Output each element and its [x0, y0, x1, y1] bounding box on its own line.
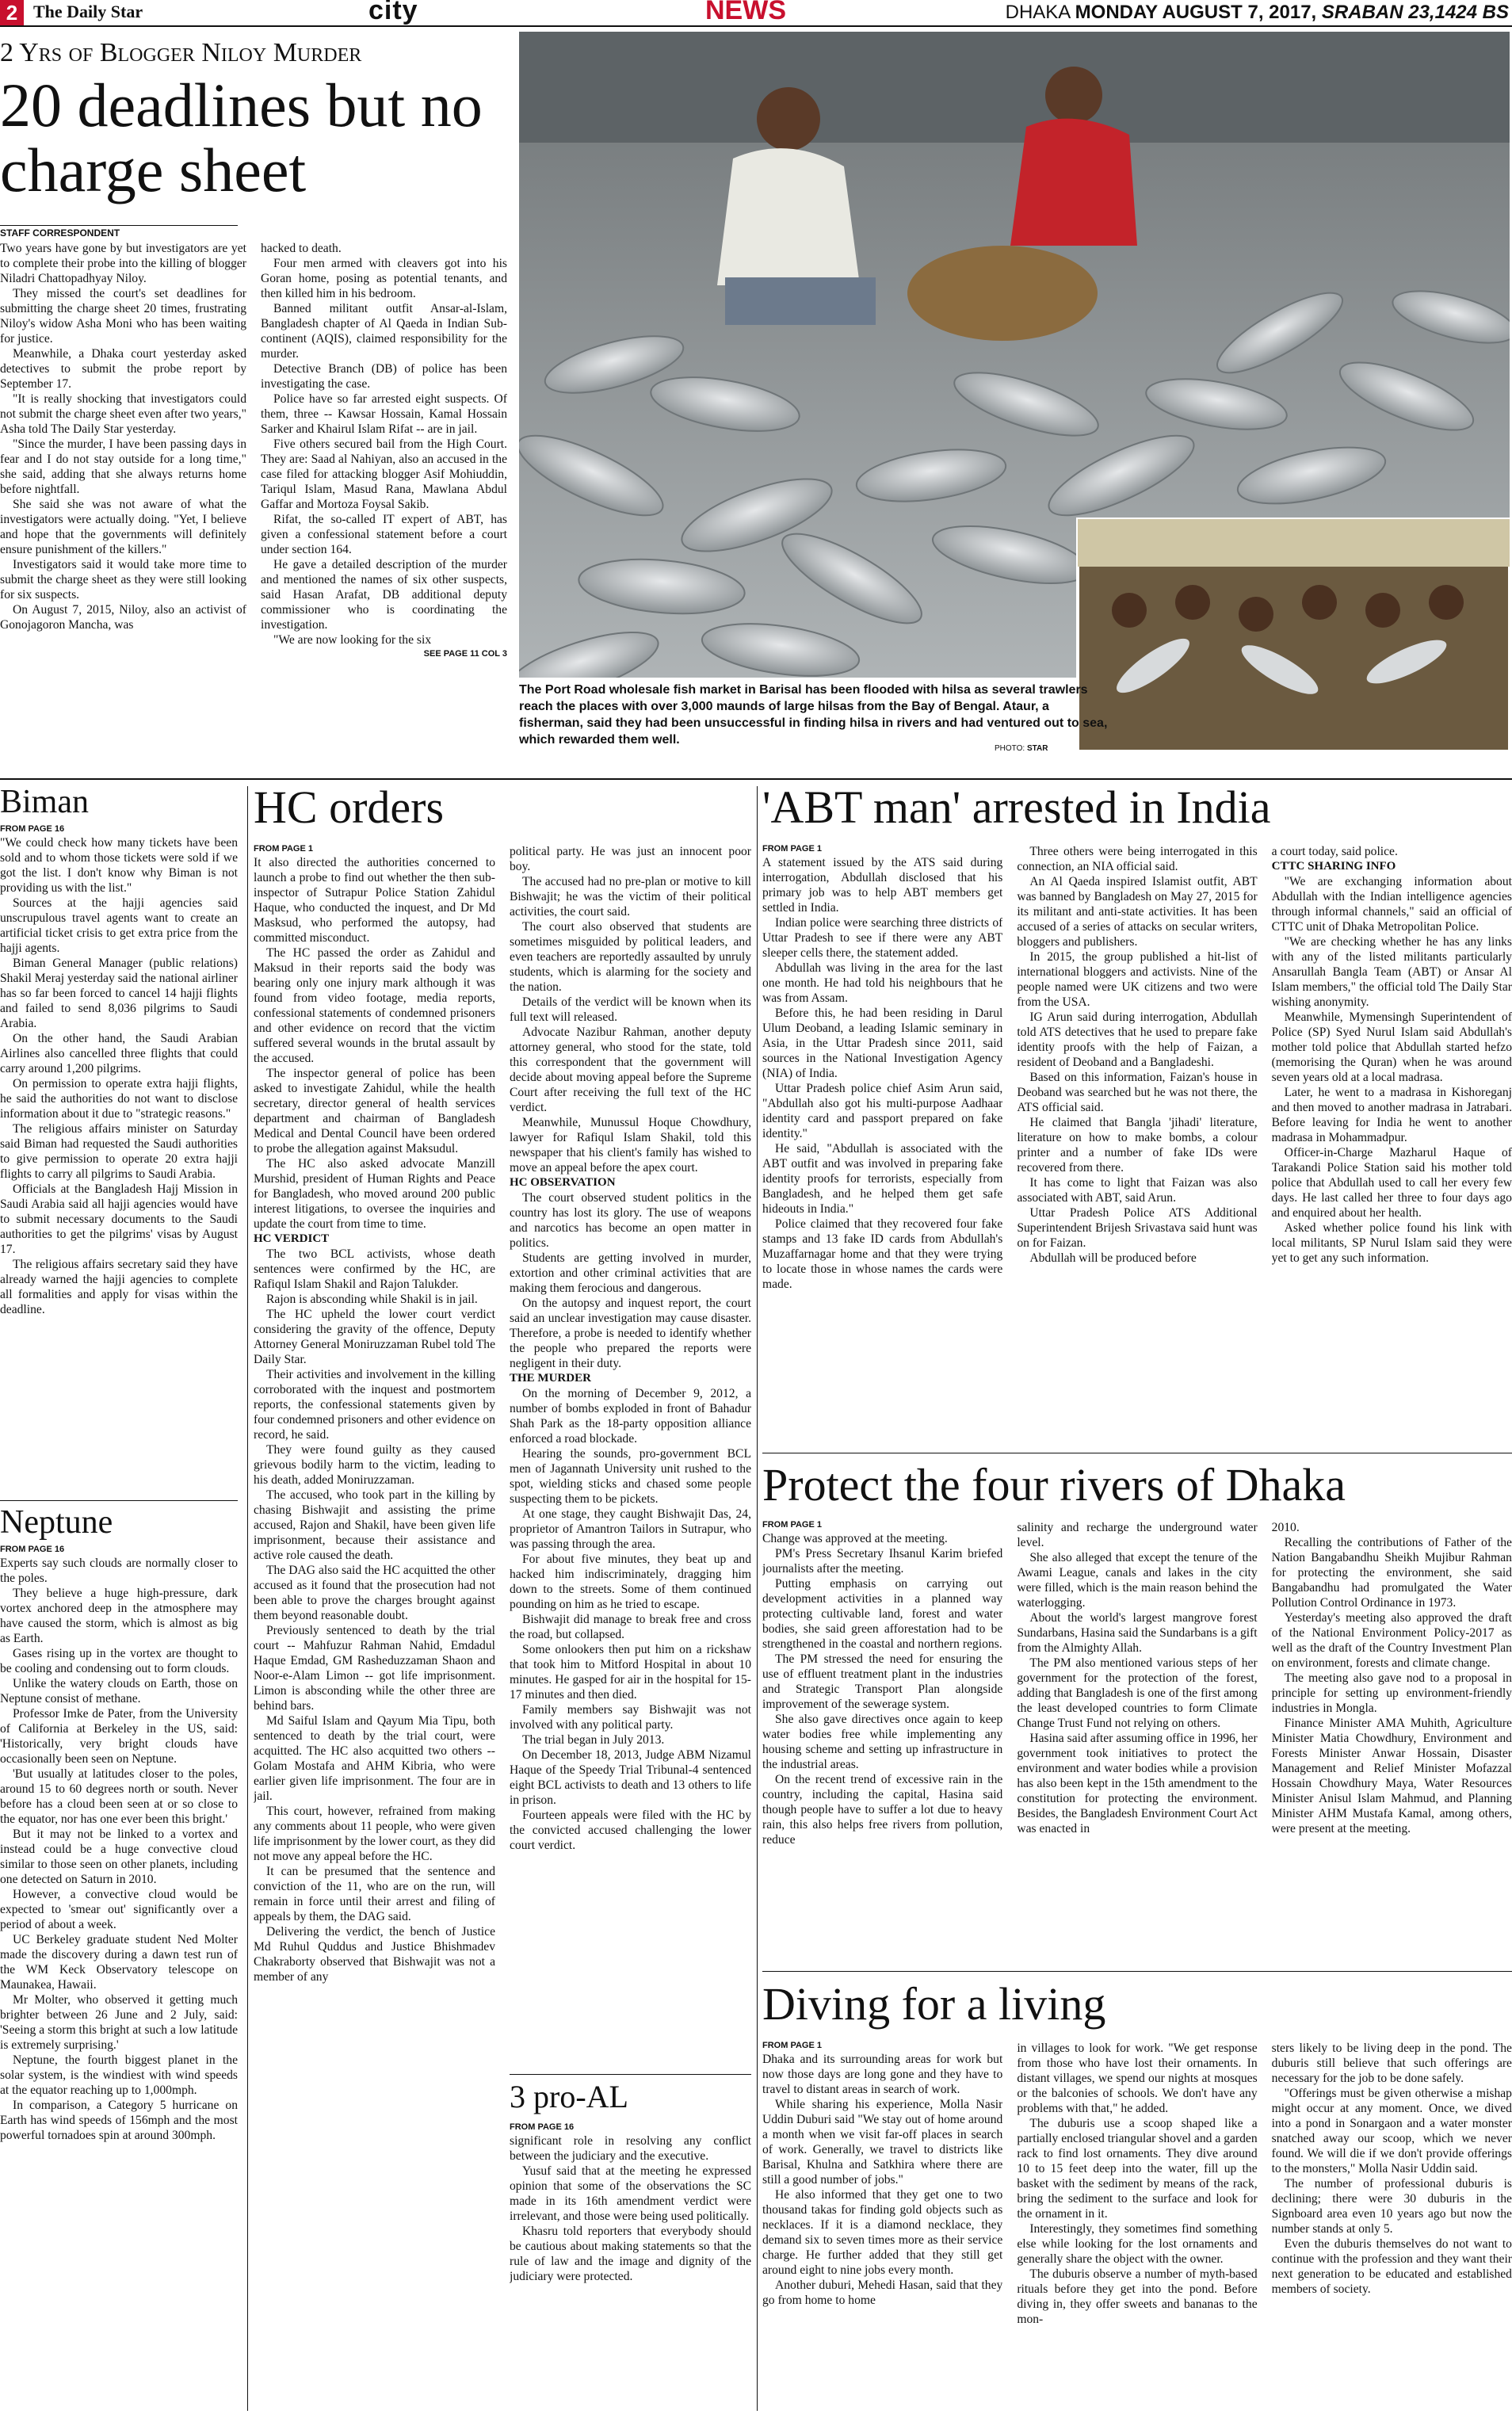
dateline-city: DHAKA: [1005, 2, 1070, 23]
paragraph: Mr Molter, who observed it getting much brighter between 26 June and 2 July, said: 'Seeing a storm this bright at such a low latitude is extremely surprising.': [0, 1993, 238, 2052]
paragraph: 2010.: [1271, 1521, 1300, 1534]
abt-col-3: [1272, 844, 1512, 1446]
paragraph: It also directed the authorities concerned to launch a probe to find out whether the then sub-inspector of Sutrapur Police Station Zahidul Haque, who conducted the inquest, and Dr Md Masksud, who performed the autopsy, had committed misconduct.: [254, 856, 495, 945]
paragraph: Abdullah was living in the area for the last one month. He had told his neighbours that he was from Assam.: [762, 961, 1003, 1005]
dateline-bangla-date: SRABAN 23,1424 BS: [1321, 2, 1509, 23]
paragraph: He gave a detailed description of the murder and mentioned the names of six other suspects, said Hasan Arafat, DB additional deputy commissioner who is coordinating the investigation.: [261, 558, 507, 632]
paragraph: They missed the court's set deadlines for submitting the charge sheet 20 times, frustrating Niloy's widow Asha Moni who has been waiting for justice.: [0, 287, 246, 346]
paragraph: They believe a huge high-pressure, dark vortex anchored deep in the atmosphere may have caused the storm, which is almost as big as Earth.: [0, 1587, 238, 1645]
page-number: 2: [0, 0, 24, 25]
diving-from: FROM PAGE 1: [762, 2041, 822, 2050]
paragraph: It can be presumed that the sentence and conviction of the 11, who are on the run, will remain in force until their arrest and filing of appeals by them, the DAG said.: [254, 1865, 495, 1923]
paragraph: Police have so far arrested eight suspects. Of them, three -- Kawsar Hossain, Kamal Hossain Sarker and Khairul Islam Rifat -- are in jail.: [261, 392, 507, 436]
paragraph: Five others secured bail from the High Court. They are: Saad al Nahiyan, also an accused in the case filed for attacking blogger Asif Mohiuddin, Tariqul Islam, Masud Rana, Mawlana Abdul Gaffar and Mortoza Foysal Sakib.: [261, 437, 507, 511]
paragraph: In comparison, a Category 5 hurricane on Earth has wind speeds of 156mph and the most powerful tornadoes spin at around 300mph.: [0, 2099, 238, 2142]
paragraph: Dhaka and its surrounding areas for work but now those days are long gone and they have to travel to distant areas in search of work.: [762, 2053, 1003, 2096]
paragraph: Family members say Bishwajit was not involved with any political party.: [510, 1703, 751, 1732]
paragraph: Indian police were searching three districts of Uttar Pradesh to see if there were any ABT sleeper cells there, the statement added.: [762, 916, 1003, 960]
dateline: [1006, 2, 1509, 24]
paragraph: The two BCL activists, whose death sentences were confirmed by the HC, are Rafiqul Islam Shakil and Rajon Talukder.: [254, 1247, 495, 1291]
photo-credit-source: STAR: [1026, 744, 1048, 753]
paragraph: 'But usually at latitudes closer to the poles, around 15 to 60 degrees north or south. Never before has a cloud been seen at or so close to the equator, nor has one ever been this bright.': [0, 1767, 238, 1826]
paragraph: He also informed that they get one to two thousand takas for finding gold objects such as necklaces. If it is a diamond necklace, they demand six to seven times more as their service charge. He further added that they still get around eight to nine jobs every month.: [762, 2188, 1003, 2277]
paragraph: Delivering the verdict, the bench of Justice Md Ruhul Quddus and Justice Bhishmadev Chakraborty observed that Bishwajit was not a member of any: [254, 1925, 495, 1984]
paragraph: hacked to death.: [261, 242, 342, 255]
pro-al-from: FROM PAGE 16: [510, 2122, 575, 2132]
neptune-headline: Neptune: [0, 1504, 113, 1541]
diving-col-1: [762, 2041, 1002, 2409]
paragraph: The religious affairs minister on Saturday said Biman had requested the Saudi authorities to give permission to operate 20 extra hajji flights to carry all pilgrims to Saudi Arabia.: [0, 1122, 238, 1181]
section-divider: [0, 778, 1512, 780]
paragraph: Recalling the contributions of Father of the Nation Bangabandhu Sheikh Mujibur Rahman for protecting the environment, she said Bangabandhu had promulgated the Water Pollution Control Ordinance in 1973.: [1271, 1536, 1512, 1610]
hc-murder-subhead: THE MURDER: [510, 1372, 591, 1385]
biman-from: FROM PAGE 16: [0, 824, 65, 834]
paragraph: The number of professional duburis is declining; there were 30 duburis in the Signboard area even 10 years ago but now the number stands at only 5.: [1271, 2177, 1512, 2236]
lead-body: [0, 241, 507, 756]
paragraph: The PM also mentioned various steps of her government for the protection of the forest, adding that Bangladesh is one of the first among the least developed countries to form Climate Change Trust Fund not relying on others.: [1017, 1656, 1258, 1730]
paragraph: The PM stressed the need for ensuring the use of effluent treatment plant in the industries and Strategic Transport Plan alongside improvement of the sewerage system.: [762, 1652, 1003, 1711]
paragraph: The HC also asked advocate Manzill Murshid, president of Human Rights and Peace for Bangladesh, who moved around 200 public interest litigations, to oversee the inquiries and update the court from time to time.: [254, 1157, 495, 1231]
paragraph: Unlike the watery clouds on Earth, those on Neptune consist of methane.: [0, 1677, 238, 1705]
paragraph: "We are exchanging information about Abdullah with the Indian intelligence agencies through informal channels," said an official of CTTC unit of Dhaka Metropolitan Police.: [1271, 875, 1512, 934]
neptune-body: [0, 1545, 238, 2408]
paragraph: At one stage, they caught Bishwajit Das, 24, proprietor of Amantron Tailors in Sutrapur, who was passing through the area.: [510, 1507, 751, 1551]
paragraph: Two years have gone by but investigators are yet to complete their probe into the killing of blogger Niladri Chattopadhyay Niloy.: [0, 242, 246, 285]
paragraph: They were found guilty as they caused grievous bodily harm to the victim, leading to his death, added Moniruzzaman.: [254, 1443, 495, 1487]
paragraph: IG Arun said during interrogation, Abdullah told ATS detectives that he used to prepare fake identity proofs with the help of Faizan, a resident of Deoband and a Bangladeshi.: [1017, 1010, 1258, 1069]
paragraph: An Al Qaeda inspired Islamist outfit, ABT was banned by Bangladesh on May 27, 2015 for its militant and anti-state activities. It has been accused of a series of attacks on secular writers, bloggers and publishers.: [1017, 875, 1258, 949]
photo-illustration: [519, 32, 1510, 751]
paragraph: The trial began in July 2013.: [522, 1733, 665, 1747]
paragraph: Uttar Pradesh Police ATS Additional Superintendent Brijesh Srivastava said hunt was on for Faizan.: [1017, 1206, 1258, 1250]
paragraph: But it may not be linked to a vortex and instead could be a huge convective cloud similar to those seen on other planets, including one detected on Saturn in 2010.: [0, 1828, 238, 1886]
paragraph: UC Berkeley graduate student Ned Molter made the discovery during a dawn test run of the WM Keck Observatory telescope on Maunakea, Hawaii.: [0, 1933, 238, 1992]
lead-col-1: [0, 241, 246, 756]
column-rule: [247, 786, 248, 2411]
abt-headline: 'ABT man' arrested in India: [762, 781, 1271, 833]
paragraph: Sources at the hajji agencies said unscrupulous travel agents want to create an artificial ticket crisis to get extra price from the hajji agents.: [0, 896, 238, 955]
hc-col-2: [510, 844, 751, 2068]
lead-jump: SEE PAGE 11 COL 3: [423, 649, 507, 659]
paragraph: Finance Minister AMA Muhith, Agriculture Minister Matia Chowdhury, Environment and Forests Minister Anwar Hossain, Disaster Management and Relief Minister Mofazzal Hossain Chowdhury Maya, Water Resources Minister Anisul Islam Mahmud, and Planning Minister AHM Mustafa Kamal, among others, were present at the meeting.: [1271, 1717, 1512, 1835]
rivers-body: [762, 1520, 1512, 1964]
paragraph: Yesterday's meeting also approved the draft of the National Environment Policy-2017 as well as the draft of the Country Investment Plan on environment, forests and climate change.: [1271, 1611, 1512, 1670]
paragraph: While sharing his experience, Molla Nasir Uddin Duburi said "We stay out of home around a month when we visit far-off places in search of work. Generally, we travel to districts like Barisal, Khulna and Satkhira where there are still a good number of jobs.": [762, 2098, 1003, 2187]
paragraph: Advocate Nazibur Rahman, another deputy attorney general, who stood for the state, told this correspondent that the government will decide about moving appeal before the Supreme Court after receiving the full text of the HC verdict.: [510, 1026, 751, 1114]
paragraph: The HC passed the order as Zahidul and Maksud in their reports said the body was bearing only one injury mark although it was found from video footage, media reports, confessional statements of condemned prisoners and other evidence on record that the victim suffered several wounds in the brutal assault by the accused.: [254, 946, 495, 1065]
lead-byline: STAFF CORRESPONDENT: [0, 225, 238, 239]
paragraph: On the recent trend of excessive rain in the country, including the capital, Hasina said though people have to suffer a lot due to heavy rain, this also helps free rivers from pollution, reduce: [762, 1773, 1003, 1847]
photo-credit: [995, 744, 1048, 753]
abt-col-1: [762, 844, 1002, 1446]
dateline-date: MONDAY AUGUST 7, 2017,: [1075, 2, 1317, 23]
hc-headline: HC orders: [254, 781, 445, 833]
paragraph: Professor Imke de Pater, from the University of California at Berkeley in the US, said: 'Historically, very bright clouds have occasionally been seen on Neptune.: [0, 1707, 238, 1766]
paragraph: The accused, who took part in the killing by chasing Bishwajit and assisting the prime accused, Rajon and Shakil, have been given life imprisonment, because their assistance and active role caused the death.: [254, 1488, 495, 1562]
paragraph: On the other hand, the Saudi Arabian Airlines also cancelled three flights that could carry around 1,200 pilgrims.: [0, 1032, 238, 1075]
biman-headline: Biman: [0, 784, 89, 820]
paragraph: On August 7, 2015, Niloy, also an activist of Gonojagoron Mancha, was: [0, 603, 246, 632]
paragraph: Interestingly, they sometimes find something else while looking for the lost ornaments and generally share the object with the owner.: [1017, 2222, 1258, 2266]
hc-observation-subhead: HC OBSERVATION: [510, 1176, 616, 1189]
paragraph: In 2015, the group published a hit-list of international bloggers and activists. Nine of the people named were UK citizens and two were from the USA.: [1017, 950, 1258, 1009]
photo-caption: The Port Road wholesale fish market in Barisal has been flooded with hilsa as several trawlers reach the places with over 3,000 maunds of large hilsas from the Bay of Bengal. Ataur, a fisherman, said they had been unsuccessful in finding hilsa in rivers and had ventured out to sea, which rewarded them well.: [519, 683, 1108, 747]
paragraph: For about five minutes, they beat up and hacked him indiscriminately, dragging him down to the streets. Some of them continued pounding on him as he tried to escape.: [510, 1553, 751, 1611]
paragraph: Three others were being interrogated in this connection, an NIA official said.: [1017, 845, 1258, 873]
paragraph: Meanwhile, Munussul Hoque Chowdhury, lawyer for Rafiqul Islam Shakil, told this newspaper that his client's family has wished to move an appeal before the apex court.: [510, 1116, 751, 1175]
diving-headline: Diving for a living: [762, 1978, 1106, 2030]
paragraph: On permission to operate extra hajji flights, he said the authorities do not want to disclose information about it due to "strategic reasons.": [0, 1077, 238, 1121]
paragraph: Before this, he had been residing in Darul Ulum Deoband, a leading Islamic seminary in Asia, in the Uttar Pradesh since 2011, said sources in the National Investigation Agency (NIA) of India.: [762, 1006, 1003, 1080]
paragraph: Officer-in-Charge Mazharul Haque of Tarakandi Police Station said his mother told police that Abdullah used to call her every few days. He last called her three to four days ago and enquired about her health.: [1271, 1146, 1512, 1220]
paragraph: The DAG also said the HC acquitted the other accused as it found that the prosecution had not been able to prove the charges brought against them beyond reasonable doubt.: [254, 1564, 495, 1622]
paragraph: Khasru told reporters that everybody should be cautious about making statements so that the rule of law and the image and dignity of the judiciary were protected.: [510, 2225, 751, 2283]
paragraph: However, a convective cloud would be expected to 'smear out' significantly over a period of about a week.: [0, 1888, 238, 1931]
paragraph: It has come to light that Faizan was also associated with ABT, said Arun.: [1017, 1176, 1258, 1205]
paragraph: Putting emphasis on carrying out development activities in a planned way protecting cultivable land, forest and water bodies, she said green afforestation had to be strengthened in the coastal and northern regions.: [762, 1577, 1003, 1651]
paragraph: He claimed that Bangla 'jihadi' literature, literature on how to make bombs, a colour printer and a number of fake IDs were recovered from there.: [1017, 1116, 1258, 1175]
paragraph: in villages to look for work. "We get response from those who have lost their ornaments. In distant villages, we spend our nights at mosques or the balconies of schools. We don't have any problems with that," he added.: [1017, 2042, 1258, 2115]
paragraph: Experts say such clouds are normally closer to the poles.: [0, 1556, 238, 1585]
category-name: NEWS: [705, 0, 786, 25]
hc-verdict-subhead: HC VERDICT: [254, 1232, 330, 1245]
paragraph: He said, "Abdullah is associated with the ABT outfit and was involved in preparing fake identity proofs for terrorists, especially from Bangladesh, and he helped them get safe hideouts in India.": [762, 1142, 1003, 1216]
paragraph: "Since the murder, I have been passing days in fear and I do not stay outside for a long time," she said, adding that she always returns home before nightfall.: [0, 437, 246, 496]
paragraph: Md Saiful Islam and Qayum Mia Tipu, both sentenced to death by the trial court, were acquitted. The HC also acquitted two others -- Golam Mostafa and AHM Kibria, who were earlier given life imprisonment. The four are in jail.: [254, 1714, 495, 1803]
paragraph: Four men armed with cleavers got into his Goran home, posing as potential tenants, and then killed him in his bedroom.: [261, 257, 507, 300]
paragraph: The court also observed that students are sometimes misguided by political leaders, and even teachers are reportedly assaulted by unruly students, which is alarming for the society and the nation.: [510, 920, 751, 994]
paragraph: significant role in resolving any conflict between the judiciary and the executive.: [510, 2134, 751, 2163]
paragraph: "We are checking whether he has any links with any of the listed militants particularly Ansarullah Bangla Team (ABT) or Ansar Al Islam members," the official told The Daily Star wishing anonymity.: [1271, 935, 1512, 1009]
paragraph: The duburis use a scoop shaped like a partially enclosed triangular shovel and a garden rack to find lost ornaments. They dive around 10 to 15 feet deep into the water, fill up the basket with the sediment by means of the rack, bring the sediment to the surface and look for the ornament in it.: [1017, 2117, 1258, 2221]
paragraph: Some onlookers then put him on a rickshaw that took him to Mitford Hospital in about 10 minutes. He gasped for air in the hospital for 15-17 minutes and then died.: [510, 1643, 751, 1702]
photo-credit-label: PHOTO:: [995, 744, 1025, 753]
paragraph: Their activities and involvement in the killing corroborated with the inquest and postmortem reports, the confessional statements given by four condemned prisoners and other evidence on record, he said.: [254, 1368, 495, 1442]
paragraph: Meanwhile, Mymensingh Superintendent of Police (SP) Syed Nurul Islam said Abdullah's mother told police that Abdullah started hefzo (memorising the Quran) when he was around seven years old at a local madrasa.: [1271, 1010, 1512, 1084]
paragraph: The meeting also gave nod to a proposal in principle for setting up environment-friendly industries in Mongla.: [1271, 1671, 1512, 1715]
paragraph: "We could check how many tickets have been sold and to whom those tickets were sold if we got the list. I don't know why Biman is not providing us with the list.": [0, 836, 238, 895]
paragraph: Yusuf said that at the meeting he expressed opinion that some of the observations the SC made in its 16th amendment verdict were irrelevant, and those were being used politically.: [510, 2164, 751, 2223]
pro-al-headline: 3 pro-AL: [510, 2079, 628, 2114]
paragraph: She also alleged that except the tenure of the Awami League, canals and lakes in the city were filled, which is the main reason behind the waterlogging.: [1017, 1551, 1258, 1610]
paragraph: Detective Branch (DB) of police has been investigating the case.: [261, 362, 507, 391]
paragraph: Hearing the sounds, pro-government BCL men of Jagannath University unit rushed to the spot, wielding sticks and chased some people suspecting them to be pickets.: [510, 1447, 751, 1506]
paragraph: Change was approved at the meeting.: [762, 1532, 948, 1545]
paragraph: Biman General Manager (public relations) Shakil Meraj yesterday said the national airliner has so far been forced to cancel 14 hajji flights and failed to send 8,036 pilgrims to Saudi Arabia.: [0, 957, 238, 1030]
hc-col-1: [254, 844, 495, 2409]
lead-col-2: [261, 241, 507, 756]
rivers-from: FROM PAGE 1: [762, 1520, 822, 1530]
abt-cttc-subhead: CTTC SHARING INFO: [1271, 860, 1396, 873]
paragraph: a court today, said police.: [1271, 845, 1398, 858]
paragraph: The duburis observe a number of myth-based rituals before they get into the pond. Before diving in, they offer sweets and bananas to the mon-: [1017, 2267, 1258, 2326]
biman-divider: [0, 1500, 238, 1501]
paragraph: Even the duburis themselves do not want to continue with the profession and they want their next generation to be educated and established members of society.: [1271, 2237, 1512, 2296]
paragraph: Police claimed that they recovered four fake stamps and 13 fake ID cards from Abdullah's Muzaffarnagar home and that they were trying to locate those in whose names the cards were made.: [762, 1217, 1003, 1291]
paragraph: About the world's largest mangrove forest Sundarbans, Hasina said the Sundarbans is a gift from the Almighty Allah.: [1017, 1611, 1258, 1655]
paragraph: "It is really shocking that investigators could not submit the charge sheet even after two years," Asha told The Daily Star yesterday.: [0, 392, 246, 436]
paragraph: Banned militant outfit Ansar-al-Islam, Bangladesh chapter of Al Qaeda in Indian Sub-continent (AQIS), claimed responsibility for the murder.: [261, 302, 507, 361]
diving-divider: [762, 1971, 1512, 1972]
paragraph: Officials at the Bangladesh Hajj Mission in Saudi Arabia said all hajji agencies would have to submit necessary documents to the Saudi authorities to get the pilgrims' visas by August 17.: [0, 1182, 238, 1256]
hc-from: FROM PAGE 1: [254, 844, 313, 854]
diving-col-2: [1017, 2041, 1257, 2409]
pro-al-body: [510, 2122, 751, 2409]
paragraph: political party. He was just an innocent poor boy.: [510, 845, 751, 873]
paragraph: Based on this information, Faizan's house in Deoband was searched but he was not there, the ATS official said.: [1017, 1071, 1258, 1114]
rivers-col-3: [1272, 1520, 1512, 1964]
paragraph: "Offerings must be given otherwise a mishap might occur at any moment. Once, we dived into a pond in Sonargaon and a water monster snatched away our scoop, which we never found. We will die if we don't provide offerings to the monsters," Molla Nasir Uddin said.: [1271, 2087, 1512, 2175]
paragraph: Meanwhile, a Dhaka court yesterday asked detectives to submit the probe report by September 17.: [0, 347, 246, 391]
paragraph: Students are getting involved in murder, extortion and other criminal activities that are making them ferocious and dangerous.: [510, 1251, 751, 1295]
paragraph: Investigators said it would take more time to submit the charge sheet as they were still looking for six suspects.: [0, 558, 246, 602]
paragraph: Later, he went to a madrasa in Kishoreganj and then moved to another madrasa in Jatrabari. Before leaving for India he went to another madrasa in Mohammadpur.: [1271, 1086, 1512, 1144]
paragraph: PM's Press Secretary Ihsanul Karim briefed journalists after the meeting.: [762, 1547, 1003, 1576]
paragraph: The HC upheld the lower court verdict considering the gravity of the offence, Deputy Attorney General Moniruzzaman Rubel told The Daily Star.: [254, 1308, 495, 1366]
paragraph: This court, however, refrained from making any comments about 11 people, who were given life imprisonment by the lower court, as they did not move any appeal before the HC.: [254, 1805, 495, 1863]
paragraph: salinity and recharge the underground water level.: [1017, 1521, 1258, 1549]
inset-photo: [1078, 519, 1510, 751]
newspaper-logo: The Daily Star: [33, 2, 143, 21]
paragraph: Another duburi, Mehedi Hasan, said that they go from home to home: [762, 2278, 1003, 2307]
neptune-from: FROM PAGE 16: [0, 1545, 65, 1554]
paragraph: Fourteen appeals were filed with the HC by the convicted accused challenging the lower court verdict.: [510, 1809, 751, 1852]
lead-headline: 20 deadlines but no charge sheet: [0, 71, 483, 204]
paragraph: Details of the verdict will be known when its full text will released.: [510, 995, 751, 1024]
paragraph: The court observed student politics in the country has lost its glory. The use of weapons and narcotics has become an open matter in politics.: [510, 1191, 751, 1250]
biman-body: [0, 824, 238, 1494]
paragraph: Asked whether police found his link with local militants, SP Nurul Islam said they were yet to get any such information.: [1271, 1221, 1512, 1265]
rivers-headline: Protect the four rivers of Dhaka: [762, 1459, 1346, 1511]
section-name: city: [368, 0, 418, 25]
paragraph: Rifat, the so-called IT expert of ABT, has given a confessional statement before a court under section 164.: [261, 513, 507, 556]
lead-kicker: 2 Yrs of Blogger Niloy Murder: [0, 38, 362, 67]
diving-body: [762, 2041, 1512, 2409]
paragraph: On December 18, 2013, Judge ABM Nizamul Haque of the Speedy Trial Tribunal-4 sentenced eight BCL activists to death and 13 others to life in prison.: [510, 1748, 751, 1807]
paragraph: Previously sentenced to death by the trial court -- Mahfuzur Rahman Nahid, Emdadul Haque Emdad, GM Rasheduzzaman Shaon and Noor-e-Alam Limon -- got life imprisonment. Limon is absconding while the other three are behind bars.: [254, 1624, 495, 1713]
paragraph: On the morning of December 9, 2012, a number of bombs exploded in front of Bahadur Shah Park as the 18-party opposition alliance enforced a road blockade.: [510, 1387, 751, 1446]
paragraph: The religious affairs secretary said they have already warned the hajji agencies to complete all formalities and apply for visas within the deadline.: [0, 1258, 238, 1316]
abt-from: FROM PAGE 1: [762, 844, 822, 854]
pro-al-divider: [510, 2074, 751, 2075]
paragraph: Rajon is absconding while Shakil is in jail.: [266, 1293, 478, 1306]
masthead: [0, 0, 1512, 27]
paragraph: A statement issued by the ATS said during interrogation, Abdullah disclosed that his primary job was to help ABT members get settled in India.: [762, 856, 1003, 915]
paragraph: She also gave directives once again to keep water bodies free while implementing any housing scheme and setting up infrastructure in the industrial areas.: [762, 1713, 1003, 1771]
paragraph: Neptune, the fourth biggest planet in the solar system, is the windiest with wind speeds at the equator reaching up to 1,000mph.: [0, 2053, 238, 2097]
paragraph: The accused had no pre-plan or motive to kill Bishwajit; he was the victim of their political activities, the court said.: [510, 875, 751, 919]
abt-body: [762, 844, 1512, 1446]
paragraph: Gases rising up in the vortex are thought to be cooling and condensing out to form clouds.: [0, 1647, 238, 1675]
paragraph: On the autopsy and inquest report, the court said an unclear investigation may cause disaster. Therefore, a probe is needed to identify whether the people who prepared the reports were negligent in their duty.: [510, 1297, 751, 1370]
paragraph: "We are now looking for the six: [273, 633, 432, 647]
paragraph: Hasina said after assuming office in 1996, her government took initiatives to protect the environment and water bodies while a provision has also been kept in the 15th amendment to the constitution for protecting the environment. Besides, the Bangladesh Environment Court Act was enacted in: [1017, 1732, 1258, 1835]
paragraph: She said she was not aware of what the investigators were actually doing. "Yet, I believe and hope that the governments will definitely ensure punishment of the killers.": [0, 498, 246, 556]
diving-col-3: [1272, 2041, 1512, 2409]
paragraph: sters likely to be living deep in the pond. The duburis still believe that such offerings are necessary for the job to be done safely.: [1271, 2042, 1512, 2085]
hilsa-market-photo: [519, 32, 1510, 751]
rivers-col-1: [762, 1520, 1002, 1964]
paragraph: The inspector general of police has been asked to investigate Zahidul, while the health secretary, director general of health services department and chairman of Bangladesh Medical and Dental Council have been ordered to probe the allegation against Maksudul.: [254, 1067, 495, 1155]
column-rule-2: [757, 786, 758, 2411]
rivers-col-2: [1017, 1520, 1257, 1964]
paragraph: Uttar Pradesh police chief Asim Arun said, "Abdullah also got his multi-purpose Aadhaar identity card and passport prepared on fake identity.": [762, 1082, 1003, 1140]
abt-col-2: [1017, 844, 1257, 1446]
paragraph: Abdullah will be produced before: [1029, 1251, 1197, 1265]
paragraph: Bishwajit did manage to break free and cross the road, but collapsed.: [510, 1613, 751, 1641]
